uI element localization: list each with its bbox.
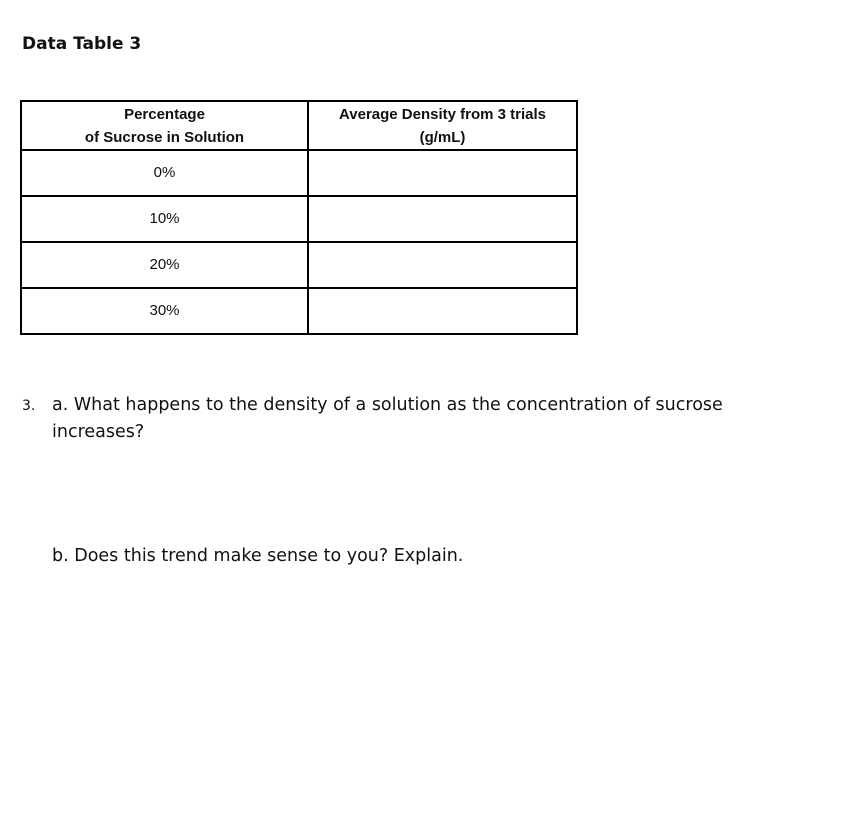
header-text: Percentage	[124, 106, 205, 123]
header-density	[308, 101, 577, 150]
table-row	[21, 150, 577, 196]
percentage-cell: 20%	[21, 242, 308, 288]
density-cell[interactable]	[308, 288, 577, 334]
percentage-cell: 10%	[21, 196, 308, 242]
density-cell[interactable]	[308, 150, 577, 196]
header-percentage	[21, 101, 308, 150]
table-row	[21, 196, 577, 242]
question-number: 3.	[22, 398, 36, 414]
header-text: of Sucrose in Solution	[84, 129, 245, 146]
table-header-row	[21, 101, 577, 150]
header-text: (g/mL)	[419, 129, 466, 146]
percentage-cell: 0%	[21, 150, 308, 196]
table-row	[21, 288, 577, 334]
question-a-line2: increases?	[52, 422, 145, 442]
table-title: Data Table 3	[22, 34, 142, 54]
data-table	[20, 100, 578, 335]
question-b: b. Does this trend make sense to you? Explain.	[52, 546, 464, 566]
header-text: Average Density from 3 trials	[338, 106, 547, 123]
table-row	[21, 242, 577, 288]
density-cell[interactable]	[308, 242, 577, 288]
question-a-line1: a. What happens to the density of a solution as the concentration of sucrose	[52, 395, 723, 415]
density-cell[interactable]	[308, 196, 577, 242]
percentage-cell: 30%	[21, 288, 308, 334]
